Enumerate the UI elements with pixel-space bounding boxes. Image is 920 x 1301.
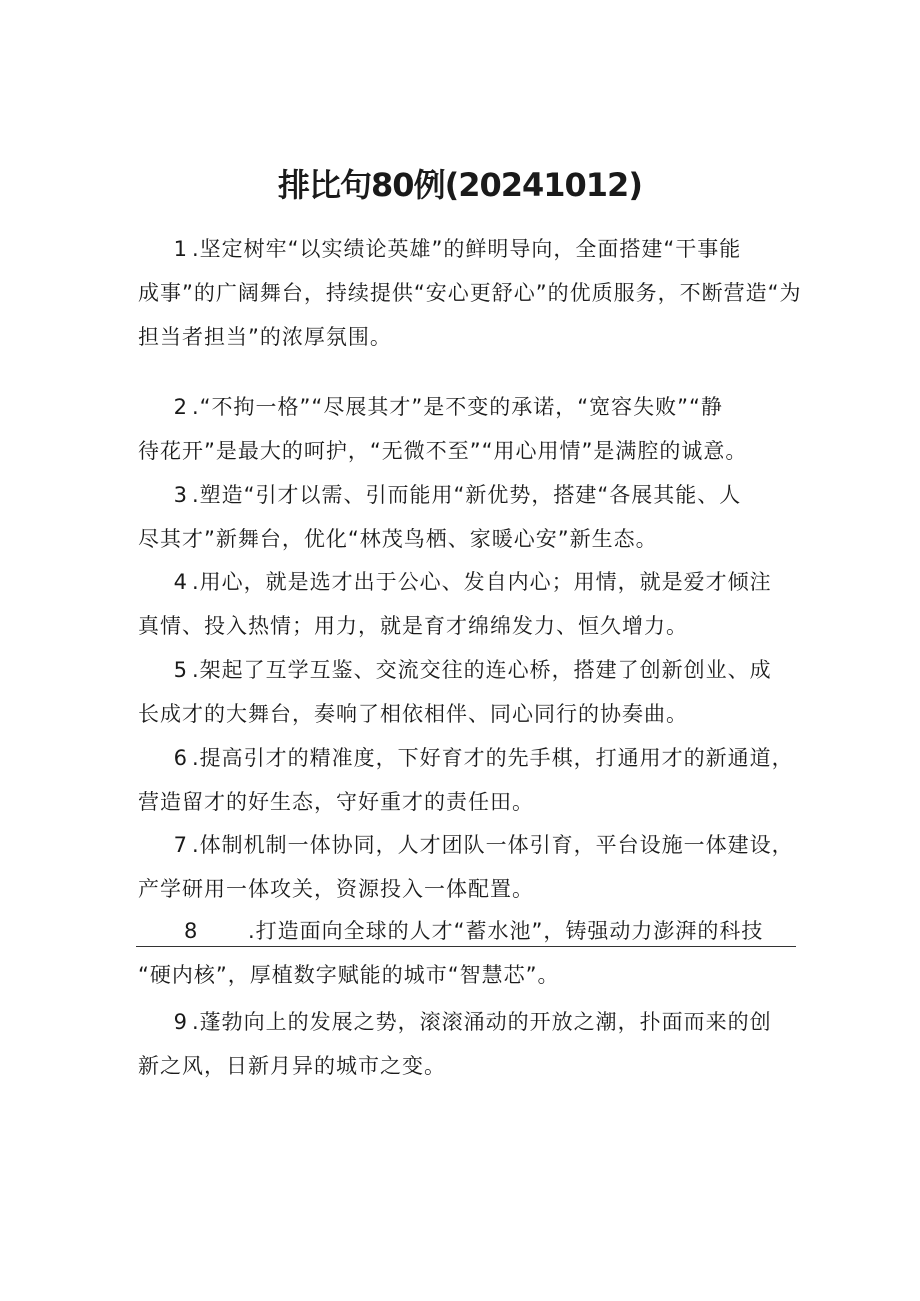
document-title: 排比句80例(20241012) (278, 166, 642, 204)
paragraph-6 (138, 736, 798, 824)
paragraph-line (138, 385, 798, 429)
paragraph-4 (138, 560, 798, 648)
paragraph-line (138, 736, 798, 780)
paragraph-2 (138, 385, 798, 473)
paragraph-5 (138, 648, 798, 736)
paragraph-text: 产学研用一体攻关，资源投入一体配置。 (138, 877, 534, 901)
paragraph-text: 新之风，日新月异的城市之变。 (138, 1054, 446, 1078)
paragraph-text: “硬内核”，厚植数字赋能的城市“智慧芯”。 (138, 963, 560, 987)
paragraph-number: 2 (173, 395, 188, 419)
paragraph-text: .打造面向全球的人才“蓄水池”，铸强动力澎湃的科技 (248, 919, 764, 943)
paragraph-number: 4 (173, 570, 188, 594)
paragraph-text: 营造留才的好生态，守好重才的责任田。 (138, 790, 534, 814)
paragraph-number: 7 (173, 833, 188, 857)
paragraph-text: 待花开”是最大的呵护，“无微不至”“用心用情”是满腔的诚意。 (138, 439, 748, 463)
paragraph-number: 5 (173, 658, 188, 682)
paragraph-number: 6 (173, 746, 188, 770)
paragraph-number: 1 (173, 237, 188, 261)
paragraph-9 (138, 1000, 798, 1088)
paragraph-line (138, 227, 798, 271)
paragraph-text: .坚定树牢“以实绩论英雄”的鲜明导向，全面搭建“干事能 (192, 237, 742, 261)
paragraph-text: 尽其才”新舞台，优化“林茂鸟栖、家暖心安”新生态。 (138, 527, 658, 551)
paragraph-text: 成事”的广阔舞台，持续提供“安心更舒心”的优质服务，不断营造“为 (138, 281, 802, 305)
paragraph-3 (138, 473, 798, 561)
paragraph-line (138, 648, 798, 692)
paragraph-number: 8 (184, 919, 199, 943)
paragraph-text: .提高引才的精准度，下好育才的先手棋，打通用才的新通道， (192, 746, 794, 770)
paragraph-text: 长成才的大舞台，奏响了相依相伴、同心同行的协奏曲。 (138, 702, 688, 726)
paragraph-line (138, 823, 798, 867)
paragraph-8 (138, 909, 798, 997)
paragraph-text: .体制机制一体协同，人才团队一体引育，平台设施一体建设， (192, 833, 794, 857)
paragraph-line (138, 560, 798, 604)
horizontal-rule (136, 946, 796, 947)
paragraph-line (138, 1000, 798, 1044)
paragraph-text: .用心，就是选才出于公心、发自内心；用情，就是爱才倾注 (192, 570, 772, 594)
paragraph-text: .塑造“引才以需、引而能用“新优势，搭建“各展其能、人 (192, 483, 742, 507)
paragraph-text: .“不拘一格”“尽展其才”是不变的承诺，“宽容失败”“静 (192, 395, 723, 419)
paragraph-text: .架起了互学互鉴、交流交往的连心桥，搭建了创新创业、成 (192, 658, 772, 682)
paragraph-number: 3 (173, 483, 188, 507)
paragraph-7 (138, 823, 798, 911)
paragraph-1 (138, 227, 802, 359)
paragraph-text: 担当者担当”的浓厚氛围。 (138, 325, 392, 349)
paragraph-line (138, 473, 798, 517)
paragraph-text: 真情、投入热情；用力，就是育才绵绵发力、恒久增力。 (138, 614, 688, 638)
paragraph-text: .蓬勃向上的发展之势，滚滚涌动的开放之潮，扑面而来的创 (192, 1010, 772, 1034)
paragraph-number: 9 (173, 1010, 188, 1034)
